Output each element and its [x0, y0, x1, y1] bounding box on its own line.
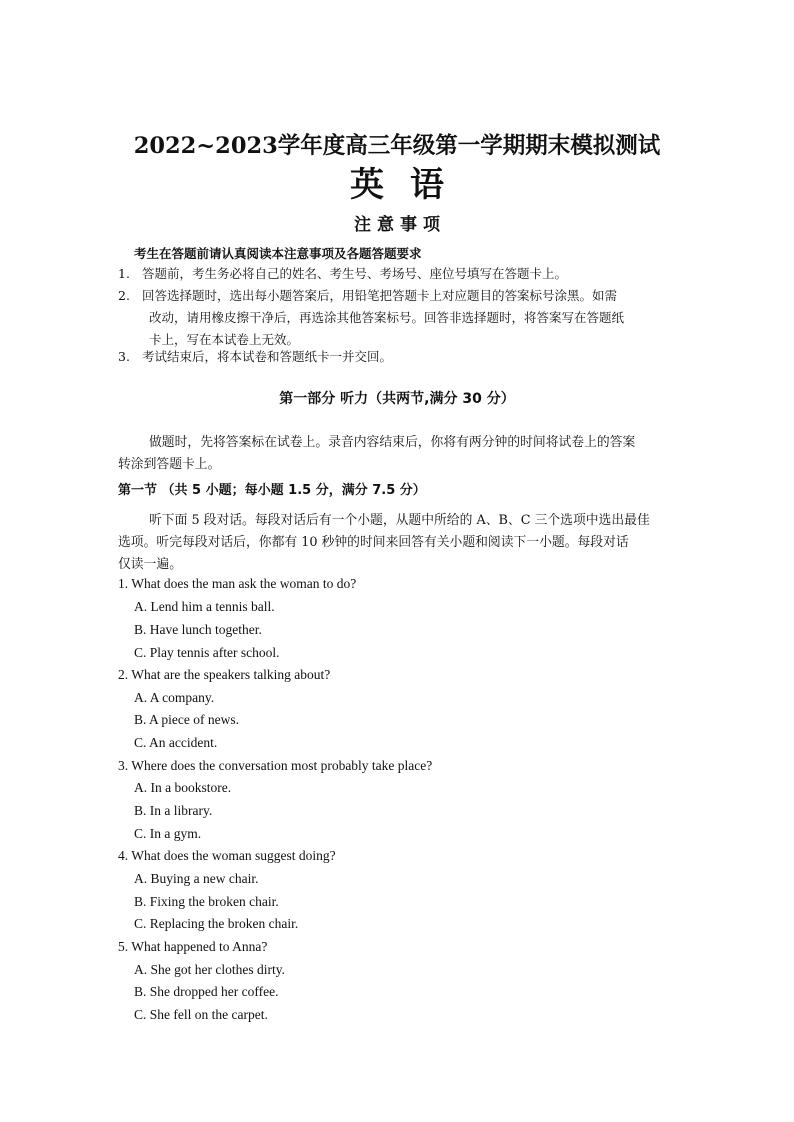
part1-title: 第一部分 听力（共两节,满分 30 分） [279, 391, 515, 407]
question-text: 3. Where does the conversation most probably take place? [118, 758, 433, 773]
instruction-number: 2. [118, 288, 130, 303]
instruction-number: 3. [118, 349, 130, 364]
section1-title: 第一节 （共 5 小题；每小题 1.5 分，满分 7.5 分） [118, 483, 426, 498]
question-option: A. A company. [134, 690, 215, 705]
question-text: 5. What happened to Anna? [118, 939, 268, 954]
question-option: C. Play tennis after school. [134, 645, 280, 660]
section1-intro-line: 听下面 5 段对话。每段对话后有一个小题，从题中所给的 A、B、C 三个选项中选出最佳 [149, 513, 650, 528]
question-text: 2. What are the speakers talking about? [118, 667, 331, 682]
question-option: A. She got her clothes dirty. [134, 962, 285, 977]
question-option: C. An accident. [134, 735, 218, 750]
question-option: C. Replacing the broken chair. [134, 916, 299, 931]
subject-title: 英语 [350, 165, 470, 205]
instruction-line: 改动，请用橡皮擦干净后，再选涂其他答案标号。回答非选择题时，将答案写在答题纸 [149, 310, 625, 325]
question-option: B. In a library. [134, 803, 213, 818]
part1-intro-line: 做题时，先将答案标在试卷上。录音内容结束后，你将有两分钟的时间将试卷上的答案 [149, 435, 636, 450]
part1-intro-line: 转涂到答题卡上。 [118, 457, 221, 472]
question-option: A. Lend him a tennis ball. [134, 599, 275, 614]
instruction-line: 考试结束后，将本试卷和答题纸卡一并交回。 [142, 349, 393, 364]
question-text: 1. What does the man ask the woman to do? [118, 576, 357, 591]
question-option: B. She dropped her coffee. [134, 984, 279, 999]
question-option: B. A piece of news. [134, 712, 239, 727]
section1-intro-line: 仅读一遍。 [118, 557, 182, 572]
question-option: B. Fixing the broken chair. [134, 894, 279, 909]
question-option: A. In a bookstore. [134, 780, 232, 795]
instructions-heading: 考生在答题前请认真阅读本注意事项及各题答题要求 [134, 246, 422, 261]
question-option: A. Buying a new chair. [134, 871, 259, 886]
question-option: C. In a gym. [134, 826, 202, 841]
notice-title: 注意事项 [354, 215, 446, 235]
instruction-number: 1. [118, 266, 130, 281]
section1-intro-line: 选项。听完每段对话后，你都有 10 秒钟的时间来回答有关小题和阅读下一小题。每段对话 [118, 535, 629, 550]
question-option: C. She fell on the carpet. [134, 1007, 268, 1022]
instruction-line: 回答选择题时，选出每小题答案后，用铅笔把答题卡上对应题目的答案标号涂黑。如需 [142, 288, 618, 303]
exam-title: 2022~2023学年度高三年级第一学期期末模拟测试 [133, 133, 661, 159]
question-option: B. Have lunch together. [134, 622, 262, 637]
question-text: 4. What does the woman suggest doing? [118, 848, 336, 863]
instruction-line: 答题前，考生务必将自己的姓名、考生号、考场号、座位号填写在答题卡上。 [142, 266, 568, 281]
instruction-line: 卡上，写在本试卷上无效。 [149, 332, 300, 347]
